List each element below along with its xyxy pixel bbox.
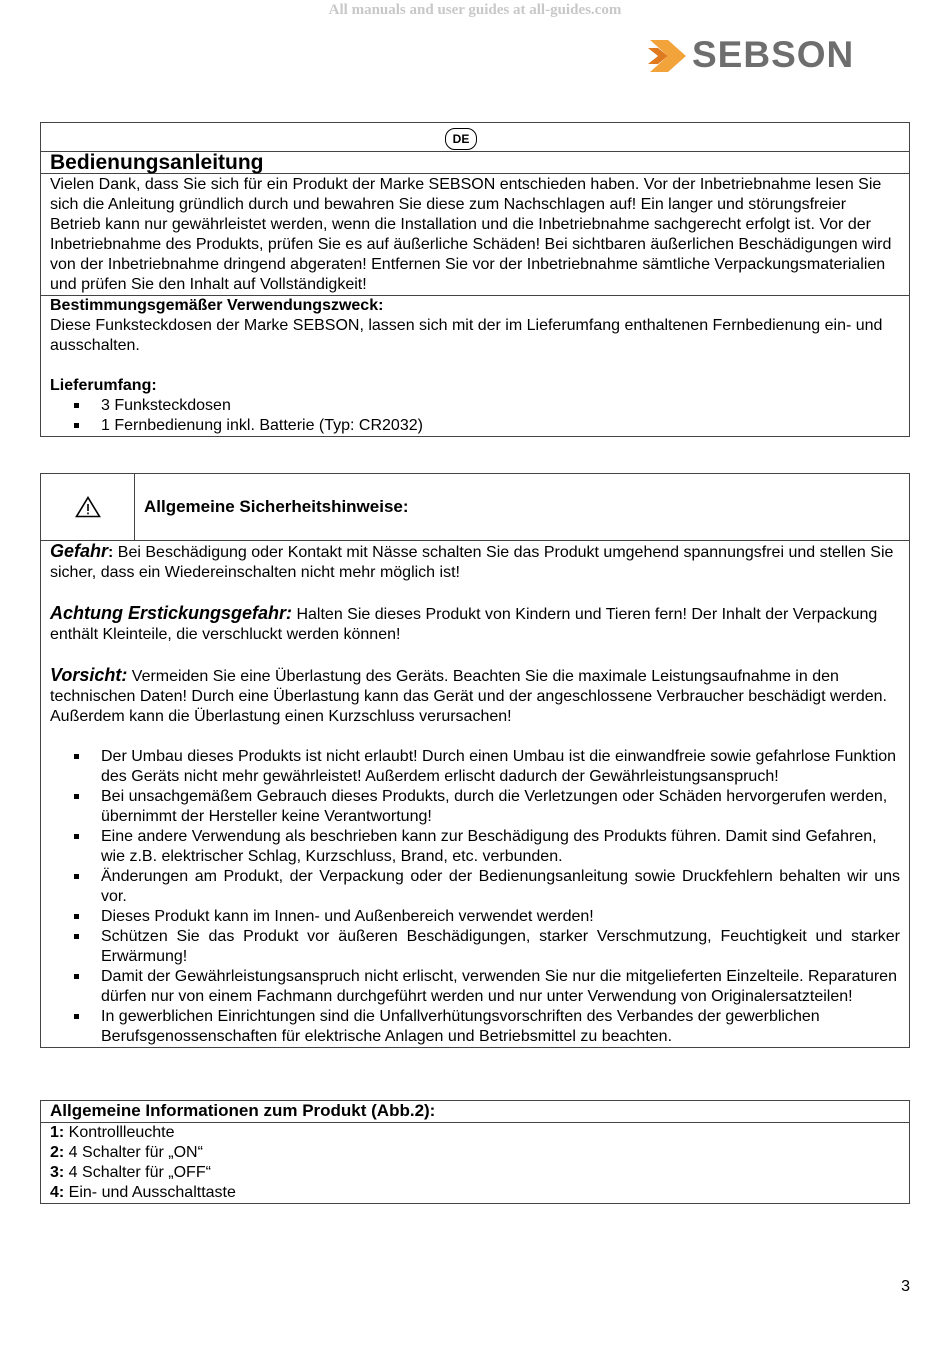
product-info-list xyxy=(41,1122,909,1203)
watermark: All manuals and user guides at all-guides.com xyxy=(328,2,622,18)
safety-box xyxy=(40,473,910,1048)
purpose-text: Diese Funksteckdosen der Marke SEBSON, lassen sich mit der im Lieferumfang enthaltenen Fernbedienung ein- und ausschalten. xyxy=(50,317,883,354)
item-number: 2: xyxy=(50,1144,65,1161)
safety-heading: Allgemeine Sicherheitshinweise: xyxy=(144,497,409,516)
scope-list xyxy=(41,396,900,436)
purpose-row xyxy=(41,295,909,436)
safety-list xyxy=(41,747,900,1047)
list-item: Dieses Produkt kann im Innen- und Außenbereich verwendet werden! xyxy=(41,907,900,927)
safety-heading-cell xyxy=(135,474,909,540)
caution-paragraph xyxy=(50,665,900,727)
list-item: 1 Fernbedienung inkl. Batterie (Typ: CR2032) xyxy=(41,416,900,436)
logo-chevron-icon xyxy=(646,36,690,76)
list-item xyxy=(50,1143,900,1163)
purpose-heading: Bestimmungsgemäßer Verwendungszweck: xyxy=(50,297,384,314)
intro-text: Vielen Dank, dass Sie sich für ein Produkt der Marke SEBSON entschieden haben. Vor der Inbetriebnahme lesen Sie sich die Anleitung gründlich durch und bewahren Sie diese zum Nachschlagen auf! Ein langer und störungsfreier Betrieb kann nur gewährleistet werden, wenn die Installation und die Inbetriebnahme sachgerecht erfolgt ist. Vor der Inbetriebnahme des Produkts, prüfen Sie es auf äußerliche Schäden! Bei sichtbaren äußerlichen Beschädigungen wird von der Inbetriebnahme dringend abgeraten! Entfernen Sie vor der Inbetriebnahme sämtliche Verpackungsmaterialien und prüfen Sie den Inhalt auf Vollständigkeit! xyxy=(50,176,892,293)
list-item: Schützen Sie das Produkt vor äußeren Beschädigungen, starker Verschmutzung, Feuchtigkeit und starker Erwärmung! xyxy=(41,927,900,967)
list-item xyxy=(50,1183,900,1203)
item-number: 3: xyxy=(50,1164,65,1181)
list-item xyxy=(50,1123,900,1143)
choke-text: Halten Sie dieses Produkt von Kindern und Tieren fern! Der Inhalt der Verpackung enthält Kleinteile, die verschluckt werden können! xyxy=(50,606,878,643)
danger-colon: : xyxy=(108,544,114,561)
caution-text: Vermeiden Sie eine Überlastung des Geräts. Beachten Sie die maximale Leistungsaufnahme in den technischen Daten! Durch eine Überlastung kann das Gerät und der angeschlossene Verbraucher beschädigt werden. Außerdem kann die Überlastung einen Kurzschluss verursachen! xyxy=(50,668,887,725)
lang-badge-row xyxy=(41,123,909,151)
safety-body xyxy=(41,540,909,1047)
lang-badge: DE xyxy=(445,128,477,150)
list-item: 3 Funksteckdosen xyxy=(41,396,900,416)
danger-text: Bei Beschädigung oder Kontakt mit Nässe schalten Sie das Produkt umgehend spannungsfrei und stellen Sie sicher, dass ein Wiedereinschalten nicht mehr möglich ist! xyxy=(50,544,894,581)
list-item: Änderungen am Produkt, der Verpackung oder der Bedienungsanleitung sowie Druckfehlern behalten wir uns vor. xyxy=(41,867,900,907)
item-text: 4 Schalter für „OFF“ xyxy=(64,1164,211,1181)
warning-cell xyxy=(41,474,135,540)
choke-paragraph xyxy=(50,603,900,645)
scope-heading: Lieferumfang: xyxy=(50,377,157,394)
item-text: Kontrollleuchte xyxy=(64,1124,175,1141)
safety-header-row xyxy=(41,474,909,540)
sebson-logo xyxy=(646,34,856,76)
item-number: 4: xyxy=(50,1184,65,1201)
danger-label: Gefahr xyxy=(50,541,109,561)
title-row xyxy=(41,151,909,173)
product-info-heading: Allgemeine Informationen zum Produkt (Abb.2): xyxy=(50,1101,436,1120)
item-text: 4 Schalter für „ON“ xyxy=(64,1144,203,1161)
list-item: Bei unsachgemäßem Gebrauch dieses Produkts, durch die Verletzungen oder Schäden hervorgerufen werden, übernimmt der Hersteller keine Verantwortung! xyxy=(41,787,900,827)
page-title: Bedienungsanleitung xyxy=(50,151,264,174)
list-item: Der Umbau dieses Produkts ist nicht erlaubt! Durch einen Umbau ist die einwandfreie sowie gefahrlose Funktion des Geräts nicht mehr gewährleistet! Außerdem erlischt dadurch der Gewährleistungsanspruch! xyxy=(41,747,900,787)
page-number: 3 xyxy=(901,1278,910,1295)
caution-label: Vorsicht: xyxy=(50,665,128,685)
list-item: Eine andere Verwendung als beschrieben kann zur Beschädigung des Produkts führen. Damit sind Gefahren, wie z.B. elektrischer Schlag, Kurzschluss, Brand, etc. verbunden. xyxy=(41,827,900,867)
warning-triangle-icon xyxy=(75,496,101,518)
list-item: In gewerblichen Einrichtungen sind die Unfallverhütungsvorschriften des Verbandes der gewerblichen Berufsgenossenschaften für elektrische Anlagen und Betriebsmittel zu beachten. xyxy=(41,1007,900,1047)
instructions-box xyxy=(40,122,910,437)
item-number: 1: xyxy=(50,1124,65,1141)
product-info-box xyxy=(40,1100,910,1204)
logo-text: SEBSON xyxy=(692,34,855,75)
intro-row xyxy=(41,173,909,295)
item-text: Ein- und Ausschalttaste xyxy=(64,1184,236,1201)
product-info-heading-row xyxy=(41,1101,909,1122)
list-item: Damit der Gewährleistungsanspruch nicht erlischt, verwenden Sie nur die mitgelieferten Einzelteile. Reparaturen dürfen nur von einem Fachmann durchgeführt werden und nur unter Verwendung von Originalersatzteilen! xyxy=(41,967,900,1007)
danger-paragraph xyxy=(50,541,900,583)
choke-label: Achtung Erstickungsgefahr: xyxy=(50,603,293,623)
list-item xyxy=(50,1163,900,1183)
